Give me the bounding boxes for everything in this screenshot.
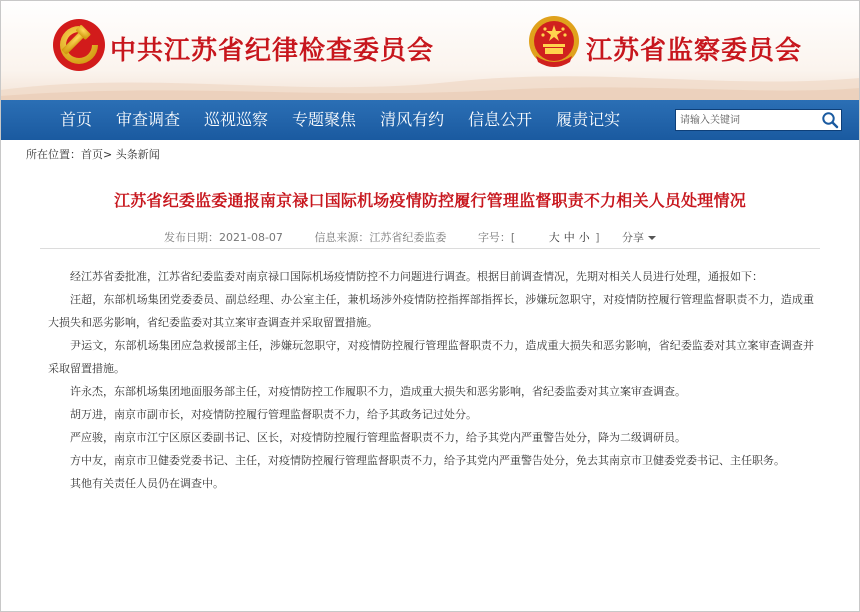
nav-menu (0, 100, 620, 140)
site-banner (0, 0, 860, 100)
breadcrumb-separator: > (103, 148, 113, 161)
article-paragraph: 胡万进，南京市副市长，对疫情防控履行管理监督职责不力，给予其政务记过处分。 (70, 408, 477, 421)
info-source: 信息来源：江苏省纪委监委 (314, 231, 447, 244)
nav-item-home[interactable]: 首页 (60, 110, 93, 129)
nav-item-topics[interactable]: 专题聚焦 (292, 110, 357, 129)
share-button[interactable] (622, 229, 656, 245)
nav-item-inspection[interactable]: 巡视巡察 (204, 110, 269, 129)
font-size-end: ] (595, 231, 600, 244)
article-paragraph: 汪超，东部机场集团党委委员、副总经理、办公室主任，兼机场涉外疫情防控指挥部指挥长，涉嫌玩忽职守，对疫情防控履行管理监督职责不力，造成重大损失和恶劣影响，省纪委监委对其立案审查调查并采取留置措施。 (48, 293, 814, 329)
search-icon[interactable] (821, 111, 839, 129)
article-paragraph: 其他有关责任人员仍在调查中。 (70, 477, 224, 490)
article-meta (164, 229, 656, 245)
font-medium-link[interactable]: 中 (563, 231, 575, 244)
national-emblem-icon (528, 14, 580, 72)
article-paragraph: 尹运文，东部机场集团应急救援部主任，涉嫌玩忽职守，对疫情防控履行管理监督职责不力，造成重大损失和恶劣影响，省纪委监委对其立案审查调查并采取留置措施。 (48, 339, 814, 375)
article-title: 江苏省纪委监委通报南京禄口国际机场疫情防控履行管理监督职责不力相关人员处理情况 (114, 191, 746, 210)
search-input[interactable] (680, 111, 818, 129)
chevron-down-icon (648, 236, 656, 240)
search-box (675, 109, 842, 131)
article-paragraph: 严应骏，南京市江宁区原区委副书记、区长，对疫情防控履行管理监督职责不力，给予其党内严重警告处分，降为二级调研员。 (70, 431, 686, 444)
font-small-link[interactable]: 小 (578, 231, 590, 244)
article-body (48, 265, 814, 495)
breadcrumb-home-link[interactable]: 首页 (81, 148, 103, 161)
article-paragraph: 许永杰，东部机场集团地面服务部主任，对疫情防控工作履职不力，造成重大损失和恶劣影响，省纪委监委对其立案审查调查。 (70, 385, 686, 398)
font-size-label: 字号：[ (477, 231, 516, 244)
font-size-switcher (478, 231, 628, 244)
nav-item-disclosure[interactable]: 信息公开 (468, 110, 533, 129)
divider (40, 248, 820, 249)
publish-date: 发布日期：2021-08-07 (164, 231, 283, 244)
article-paragraph: 经江苏省委批准，江苏省纪委监委对南京禄口国际机场疫情防控不力问题进行调查。根据目前调查情况，先期对相关人员进行处理，通报如下： (70, 270, 763, 283)
banner-left-title: 中共江苏省纪律检查委员会 (110, 36, 435, 66)
font-large-link[interactable]: 大 (548, 231, 560, 244)
breadcrumb (26, 146, 160, 162)
banner-right-title: 江苏省监察委员会 (586, 36, 803, 66)
breadcrumb-prefix: 所在位置： (26, 148, 81, 161)
party-emblem-icon (52, 18, 106, 72)
nav-item-investigation[interactable]: 审查调查 (116, 110, 181, 129)
share-label: 分享 (622, 231, 644, 244)
breadcrumb-current-link[interactable]: 头条新闻 (115, 148, 160, 161)
nav-item-qingfeng[interactable]: 清风有约 (380, 110, 445, 129)
nav-item-duty-record[interactable]: 履责记实 (556, 110, 621, 129)
article-paragraph: 方中友，南京市卫健委党委书记、主任，对疫情防控履行管理监督职责不力，给予其党内严重警告处分，免去其南京市卫健委党委书记、主任职务。 (70, 454, 785, 467)
